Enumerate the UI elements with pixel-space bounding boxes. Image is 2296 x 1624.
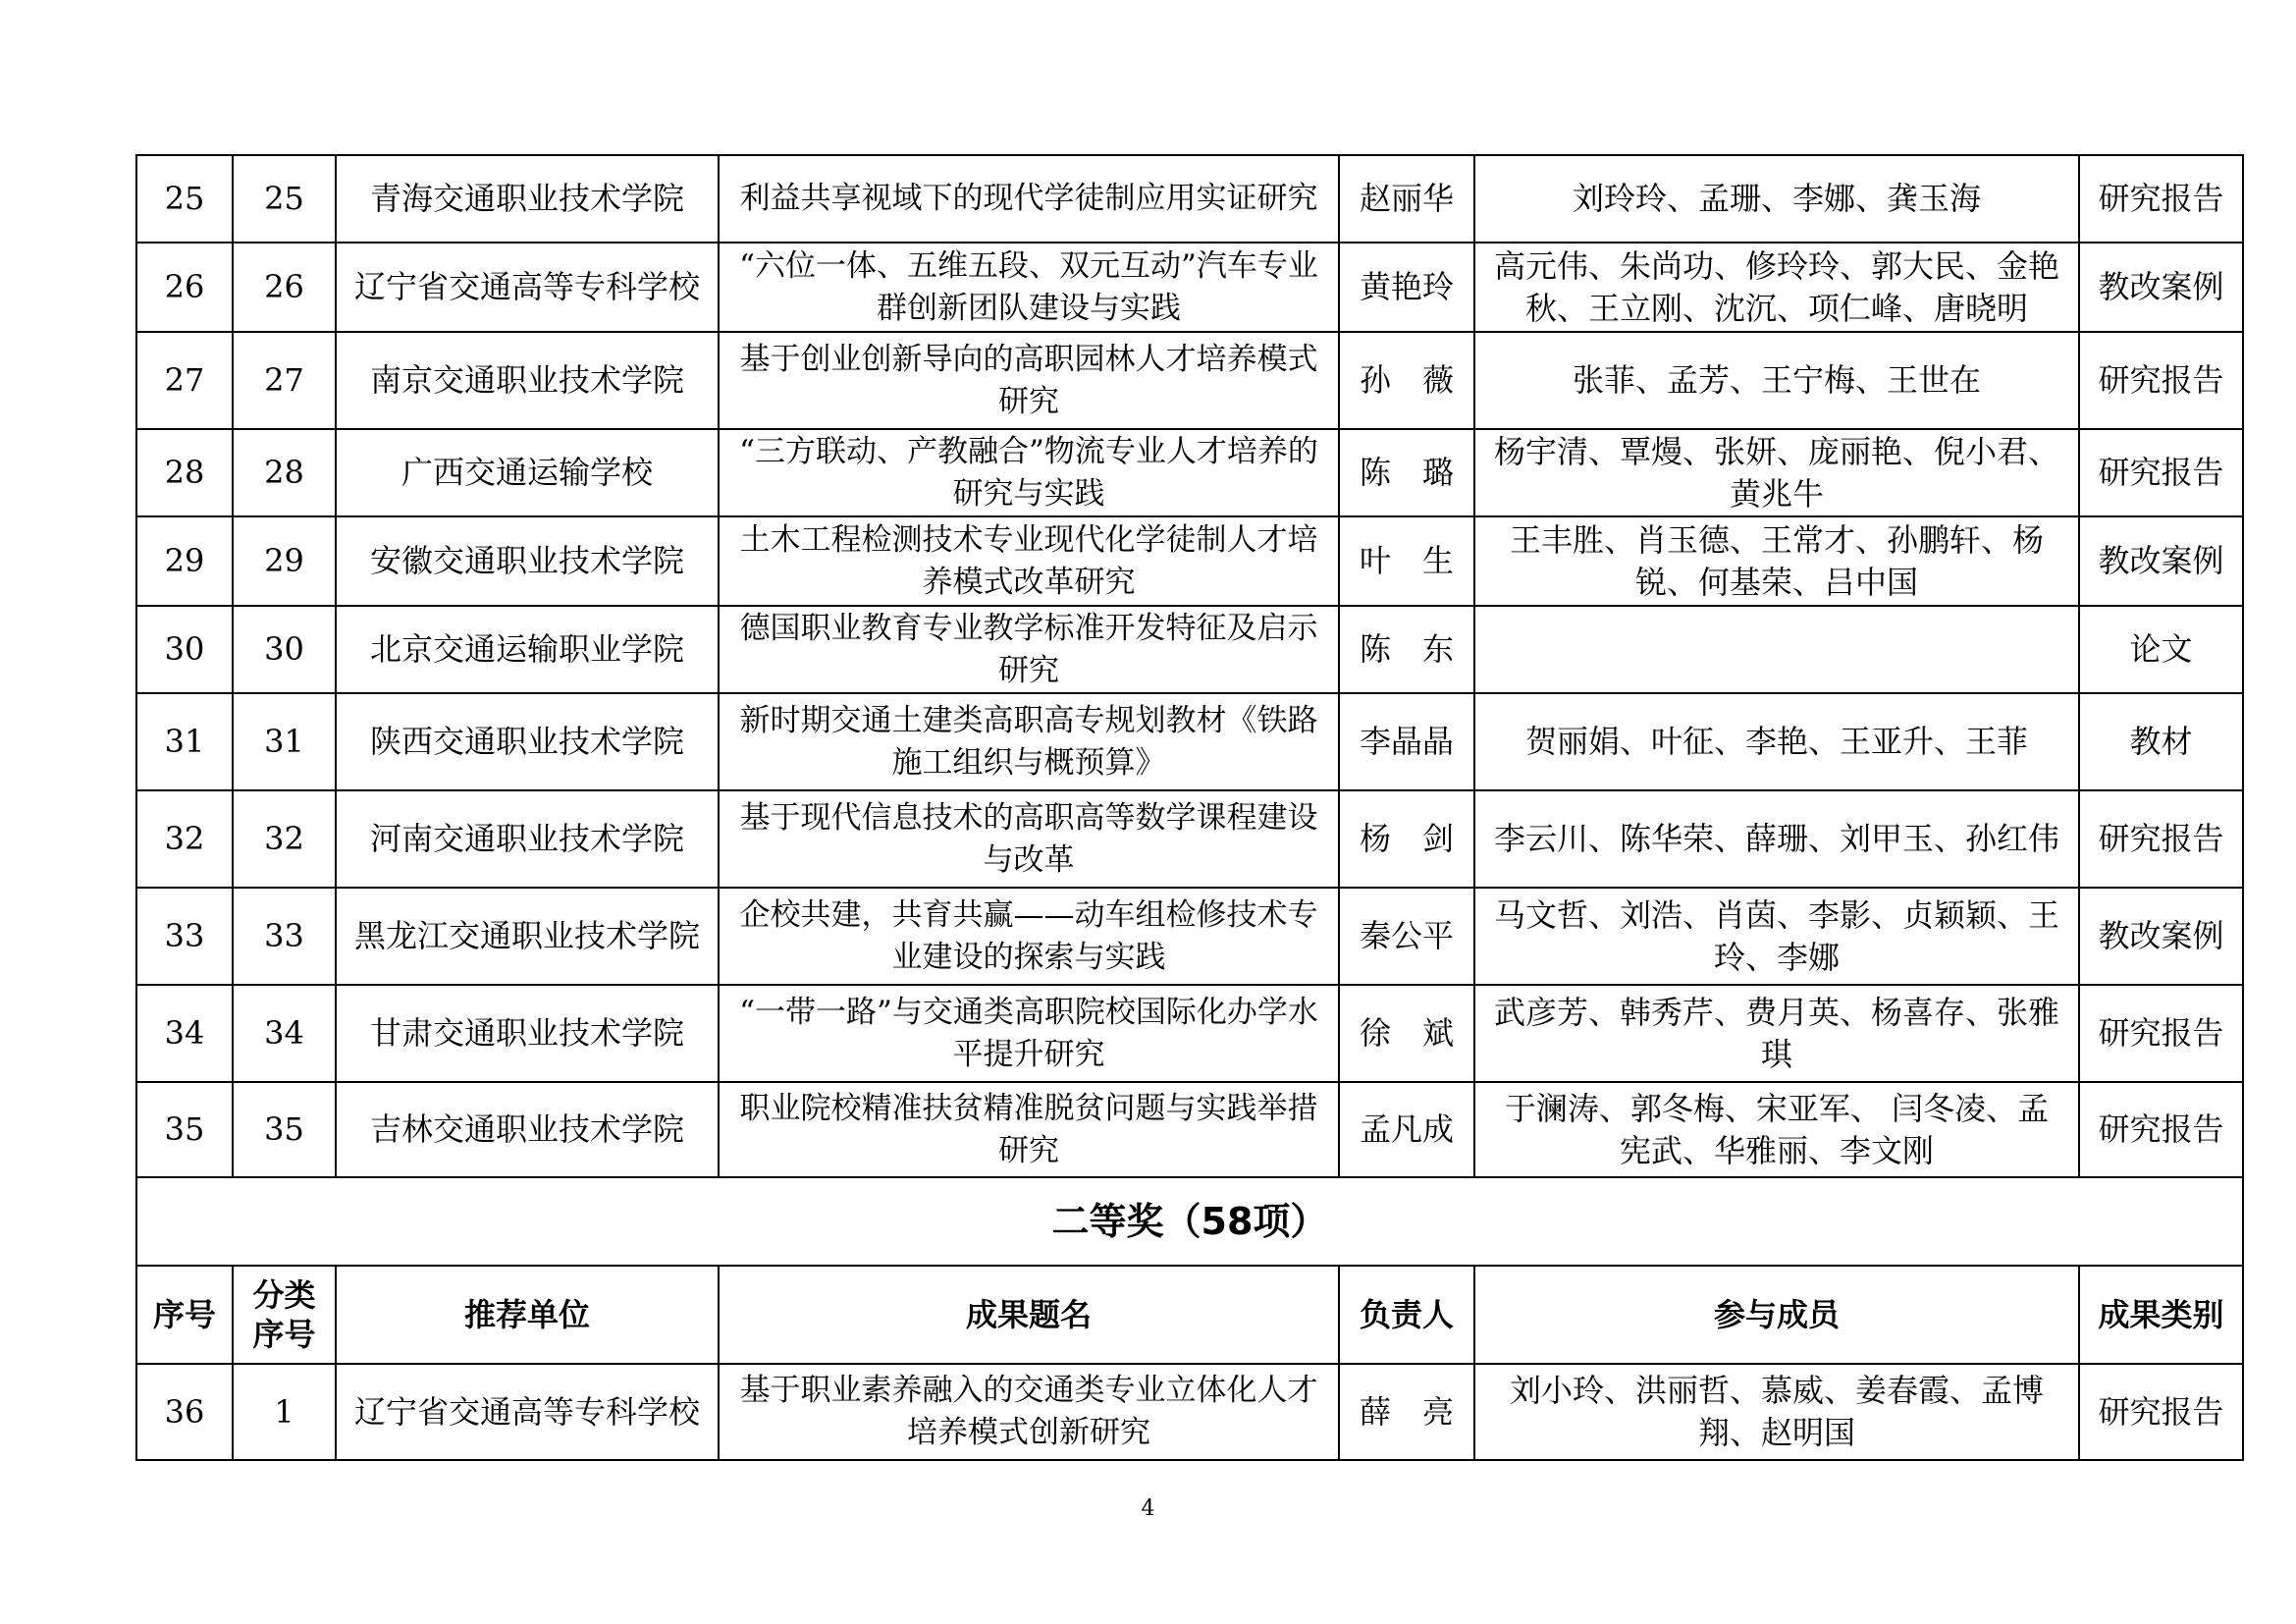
cell-seq: 33 <box>136 888 233 985</box>
cell-type: 教改案例 <box>2079 888 2243 985</box>
cell-category-seq: 35 <box>233 1082 336 1177</box>
cell-members: 马文哲、刘浩、肖茵、李影、贞颖颖、王玲、李娜 <box>1474 888 2079 985</box>
cell-title: 基于创业创新导向的高职园林人才培养模式研究 <box>719 332 1339 429</box>
cell-unit: 北京交通运输职业学院 <box>336 606 719 693</box>
cell-unit: 安徽交通职业技术学院 <box>336 516 719 606</box>
cell-category-seq: 28 <box>233 429 336 516</box>
cell-members: 杨宇清、覃熳、张妍、庞丽艳、倪小君、黄兆牛 <box>1474 429 2079 516</box>
cell-seq: 31 <box>136 693 233 790</box>
cell-members: 于澜涛、郭冬梅、宋亚军、 闫冬凌、孟宪武、华雅丽、李文刚 <box>1474 1082 2079 1177</box>
cell-members: 刘小玲、洪丽哲、慕威、姜春霞、孟博翔、赵明国 <box>1474 1364 2079 1460</box>
cell-leader: 黄艳玲 <box>1339 243 1474 332</box>
table-row <box>136 155 2243 243</box>
cell-seq: 34 <box>136 985 233 1082</box>
cell-members: 李云川、陈华荣、薛珊、刘甲玉、孙红伟 <box>1474 790 2079 888</box>
cell-unit: 吉林交通职业技术学院 <box>336 1082 719 1177</box>
header-seq: 序号 <box>136 1266 233 1364</box>
cell-seq: 35 <box>136 1082 233 1177</box>
cell-category-seq: 27 <box>233 332 336 429</box>
cell-title: 职业院校精准扶贫精准脱贫问题与实践举措研究 <box>719 1082 1339 1177</box>
cell-category-seq: 33 <box>233 888 336 985</box>
cell-type: 教材 <box>2079 693 2243 790</box>
section-title: 二等奖（58项） <box>136 1177 2243 1266</box>
cell-seq: 28 <box>136 429 233 516</box>
cell-unit: 辽宁省交通高等专科学校 <box>336 1364 719 1460</box>
cell-leader: 陈 璐 <box>1339 429 1474 516</box>
header-type: 成果类别 <box>2079 1266 2243 1364</box>
cell-members: 刘玲玲、孟珊、李娜、龚玉海 <box>1474 155 2079 243</box>
awards-table <box>135 154 2244 1461</box>
table-row <box>136 693 2243 790</box>
cell-seq: 27 <box>136 332 233 429</box>
cell-title: 德国职业教育专业教学标准开发特征及启示研究 <box>719 606 1339 693</box>
cell-leader: 赵丽华 <box>1339 155 1474 243</box>
cell-unit: 辽宁省交通高等专科学校 <box>336 243 719 332</box>
header-leader: 负责人 <box>1339 1266 1474 1364</box>
table-row <box>136 790 2243 888</box>
cell-unit: 陕西交通职业技术学院 <box>336 693 719 790</box>
cell-unit: 河南交通职业技术学院 <box>336 790 719 888</box>
cell-type: 研究报告 <box>2079 790 2243 888</box>
cell-seq: 32 <box>136 790 233 888</box>
cell-type: 研究报告 <box>2079 1082 2243 1177</box>
cell-type: 研究报告 <box>2079 1364 2243 1460</box>
cell-category-seq: 29 <box>233 516 336 606</box>
cell-category-seq: 31 <box>233 693 336 790</box>
cell-title: “六位一体、五维五段、双元互动”汽车专业群创新团队建设与实践 <box>719 243 1339 332</box>
cell-unit: 甘肃交通职业技术学院 <box>336 985 719 1082</box>
cell-members: 贺丽娟、叶征、李艳、王亚升、王菲 <box>1474 693 2079 790</box>
cell-unit: 黑龙江交通职业技术学院 <box>336 888 719 985</box>
table-row <box>136 888 2243 985</box>
cell-leader: 徐 斌 <box>1339 985 1474 1082</box>
cell-title: 企校共建，共育共赢——动车组检修技术专业建设的探索与实践 <box>719 888 1339 985</box>
table-row <box>136 985 2243 1082</box>
header-unit: 推荐单位 <box>336 1266 719 1364</box>
table-row <box>136 516 2243 606</box>
header-title: 成果题名 <box>719 1266 1339 1364</box>
table-header-row <box>136 1266 2243 1364</box>
cell-leader: 薛 亮 <box>1339 1364 1474 1460</box>
cell-seq: 25 <box>136 155 233 243</box>
page-number: 4 <box>1141 1496 1155 1521</box>
cell-unit: 广西交通运输学校 <box>336 429 719 516</box>
cell-type: 研究报告 <box>2079 155 2243 243</box>
cell-leader: 叶 生 <box>1339 516 1474 606</box>
cell-title: 利益共享视域下的现代学徒制应用实证研究 <box>719 155 1339 243</box>
cell-seq: 26 <box>136 243 233 332</box>
cell-title: 基于现代信息技术的高职高等数学课程建设与改革 <box>719 790 1339 888</box>
cell-category-seq: 30 <box>233 606 336 693</box>
cell-members: 武彦芳、韩秀芹、费月英、杨喜存、张雅琪 <box>1474 985 2079 1082</box>
cell-title: “三方联动、产教融合”物流专业人才培养的研究与实践 <box>719 429 1339 516</box>
cell-category-seq: 1 <box>233 1364 336 1460</box>
cell-title: 新时期交通土建类高职高专规划教材《铁路施工组织与概预算》 <box>719 693 1339 790</box>
table-row <box>136 606 2243 693</box>
table-row <box>136 332 2243 429</box>
cell-leader: 李晶晶 <box>1339 693 1474 790</box>
header-category-seq: 分类序号 <box>233 1266 336 1364</box>
cell-type: 研究报告 <box>2079 985 2243 1082</box>
cell-members: 王丰胜、肖玉德、王常才、孙鹏轩、杨锐、何基荣、吕中国 <box>1474 516 2079 606</box>
header-members: 参与成员 <box>1474 1266 2079 1364</box>
table-row <box>136 243 2243 332</box>
cell-members: 张菲、孟芳、王宁梅、王世在 <box>1474 332 2079 429</box>
cell-type: 研究报告 <box>2079 429 2243 516</box>
table-row <box>136 429 2243 516</box>
cell-type: 教改案例 <box>2079 516 2243 606</box>
cell-title: 土木工程检测技术专业现代化学徒制人才培养模式改革研究 <box>719 516 1339 606</box>
cell-type: 教改案例 <box>2079 243 2243 332</box>
cell-category-seq: 26 <box>233 243 336 332</box>
cell-leader: 杨 剑 <box>1339 790 1474 888</box>
cell-category-seq: 34 <box>233 985 336 1082</box>
cell-category-seq: 25 <box>233 155 336 243</box>
cell-members <box>1474 606 2079 693</box>
table-row <box>136 1082 2243 1177</box>
cell-type: 研究报告 <box>2079 332 2243 429</box>
cell-leader: 孟凡成 <box>1339 1082 1474 1177</box>
cell-category-seq: 32 <box>233 790 336 888</box>
cell-unit: 青海交通职业技术学院 <box>336 155 719 243</box>
table-row <box>136 1364 2243 1460</box>
cell-seq: 29 <box>136 516 233 606</box>
cell-seq: 30 <box>136 606 233 693</box>
cell-leader: 孙 薇 <box>1339 332 1474 429</box>
cell-leader: 陈 东 <box>1339 606 1474 693</box>
cell-unit: 南京交通职业技术学院 <box>336 332 719 429</box>
cell-title: “一带一路”与交通类高职院校国际化办学水平提升研究 <box>719 985 1339 1082</box>
cell-seq: 36 <box>136 1364 233 1460</box>
cell-members: 高元伟、朱尚功、修玲玲、郭大民、金艳秋、王立刚、沈沉、项仁峰、唐晓明 <box>1474 243 2079 332</box>
section-row <box>136 1177 2243 1266</box>
cell-leader: 秦公平 <box>1339 888 1474 985</box>
cell-type: 论文 <box>2079 606 2243 693</box>
cell-title: 基于职业素养融入的交通类专业立体化人才培养模式创新研究 <box>719 1364 1339 1460</box>
